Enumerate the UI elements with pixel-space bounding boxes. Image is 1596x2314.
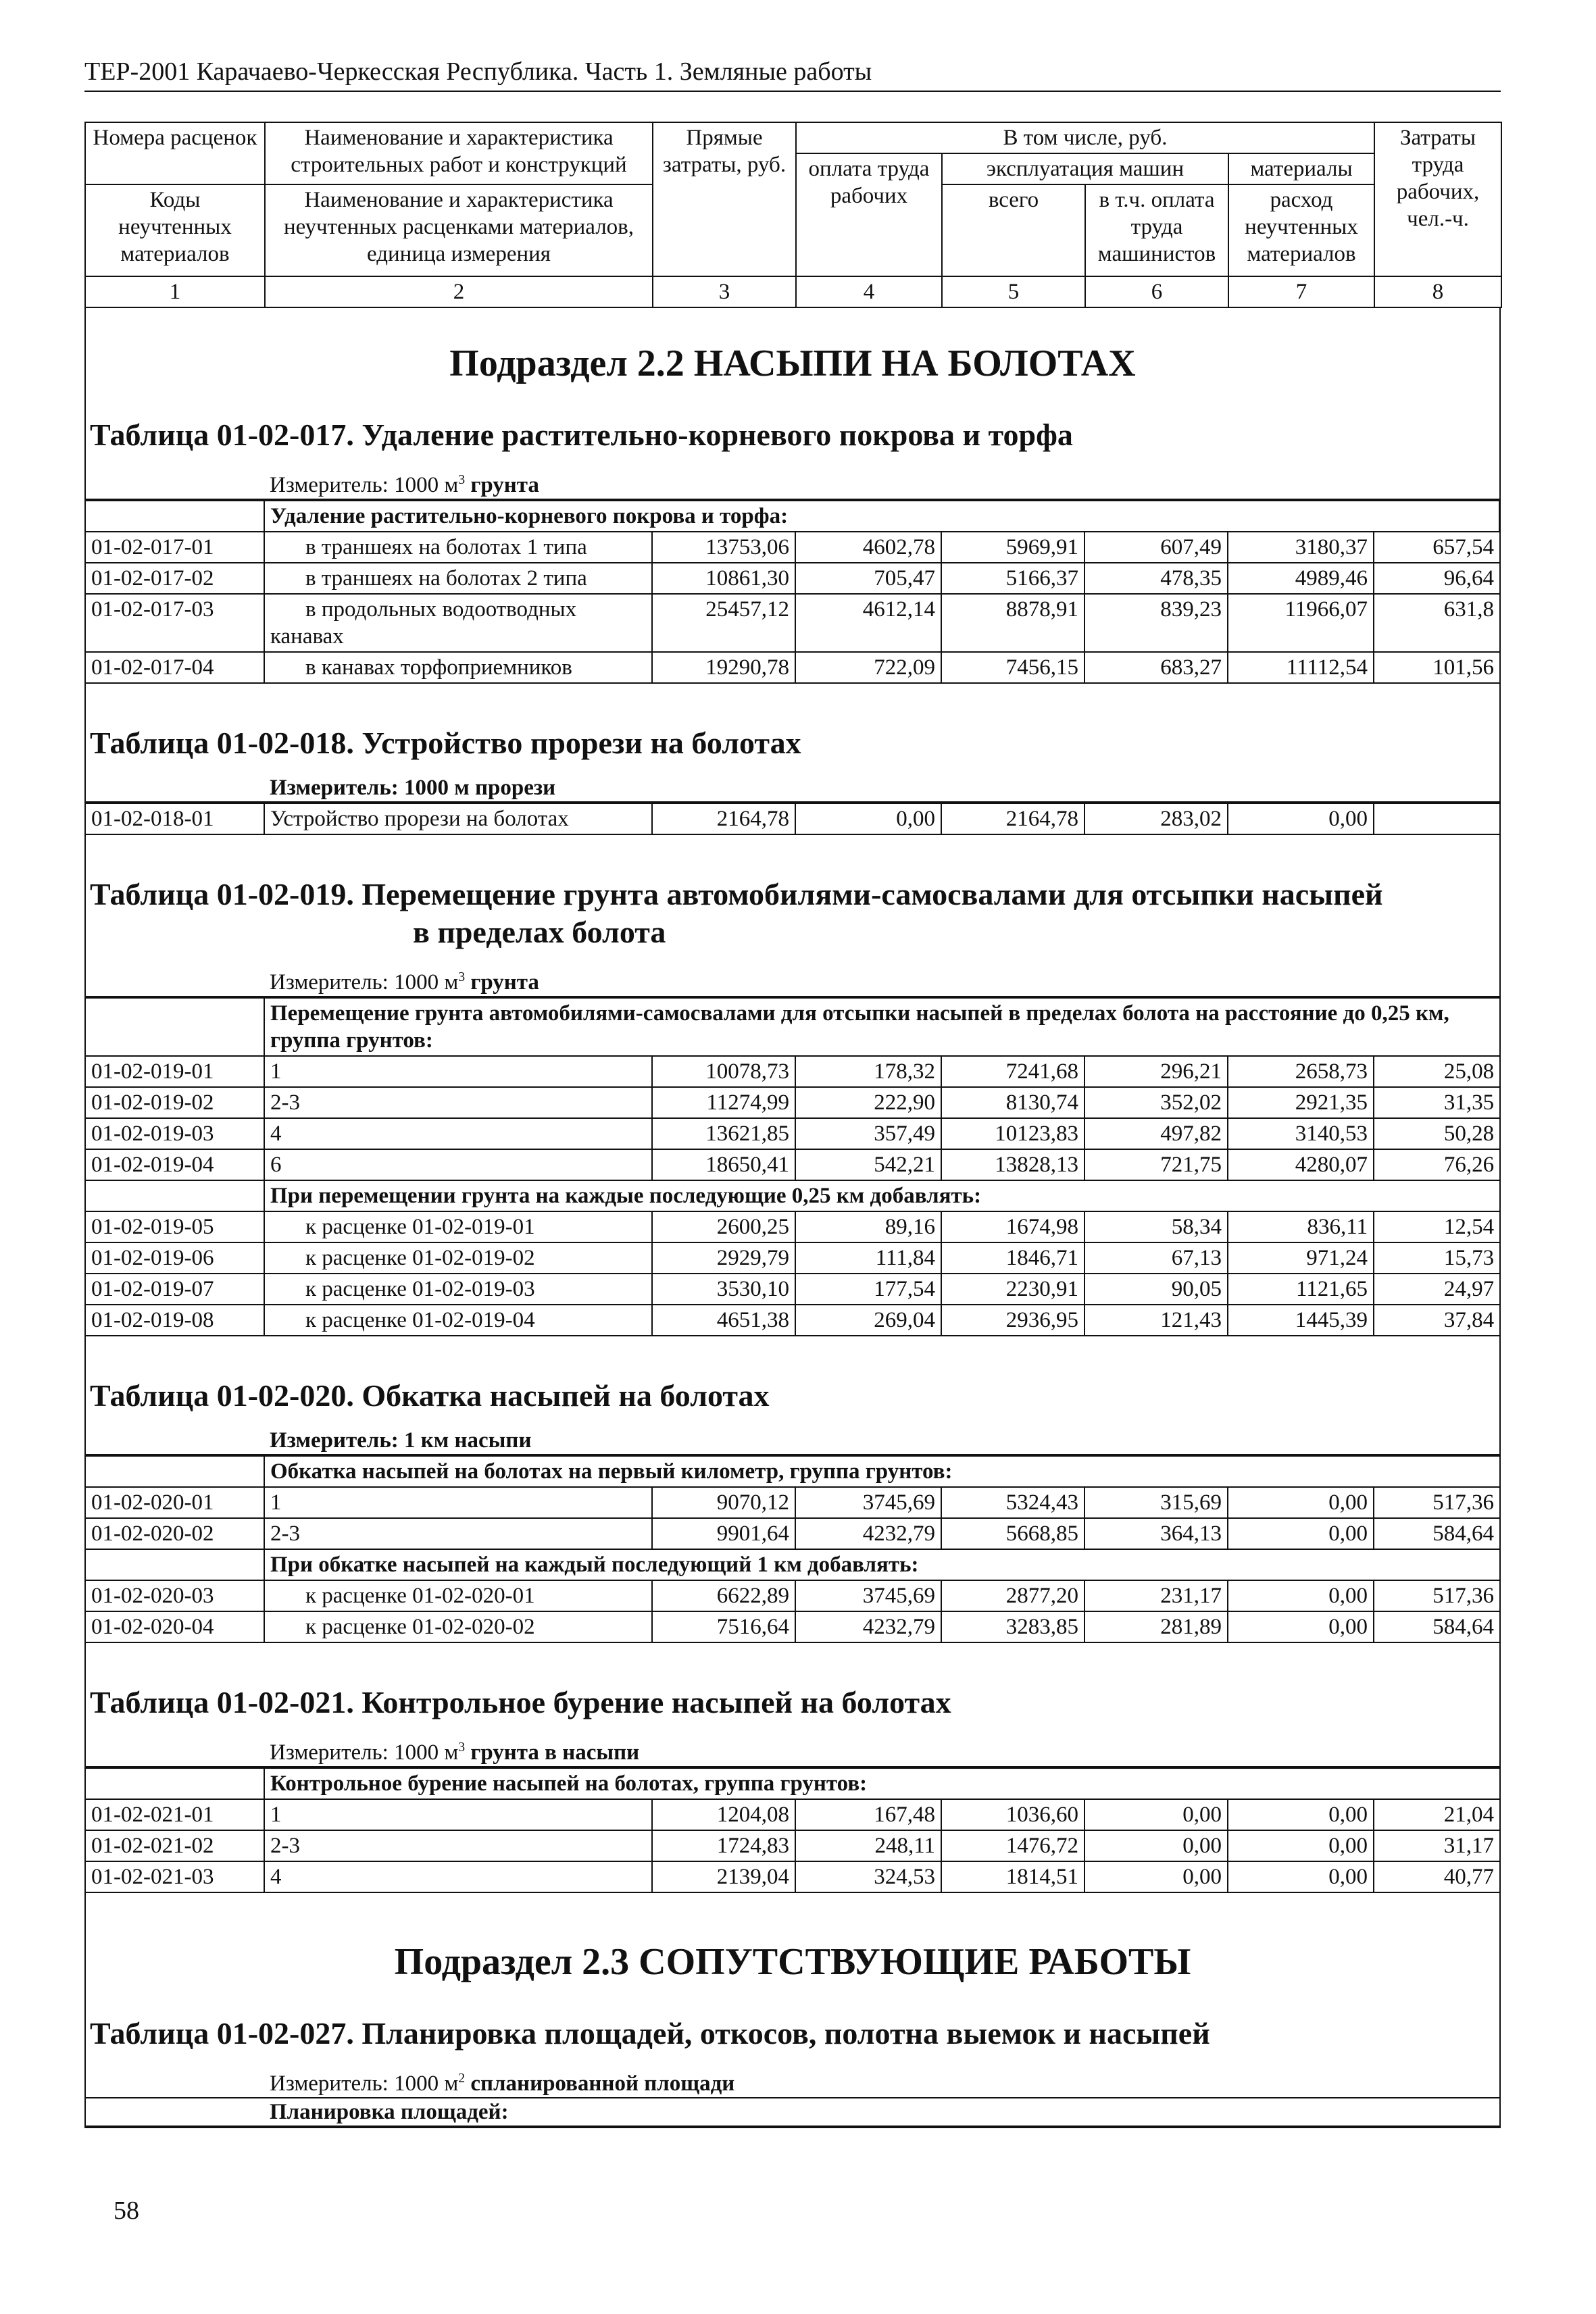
header-machinist-pay: в т.ч. оплата труда машинистов xyxy=(1085,184,1228,276)
header-materials-usage: расход неучтенных материалов xyxy=(1228,184,1374,276)
table-row: 01-02-019-05 к расценке 01-02-019-01 2600,25 89,16 1674,98 58,34 836,11 12,54 xyxy=(86,1211,1499,1242)
table-row: 01-02-019-08 к расценке 01-02-019-04 4651,38 269,04 2936,95 121,43 1445,39 37,84 xyxy=(86,1305,1499,1336)
table-row: 01-02-019-02 2-3 11274,99 222,90 8130,74 352,02 2921,35 31,35 xyxy=(86,1087,1499,1118)
header-machines: эксплуатация машин xyxy=(942,153,1228,184)
subsection-heading: Подраздел 2.3 СОПУТСТВУЮЩИЕ РАБОТЫ xyxy=(394,1941,1191,1983)
group-label: При обкатке насыпей на каждый последующий 1 км добавлять: xyxy=(264,1549,1499,1580)
header-material-names: Наименование и характеристика неучтенных расценками материалов, единица измерения xyxy=(265,184,653,276)
table-title: Таблица 01-02-017. Удаление растительно-корневого покрова и торфа xyxy=(90,418,1073,452)
col-index: 1 xyxy=(85,276,265,307)
header-materials: материалы xyxy=(1228,153,1374,184)
measure-unit: Измеритель: 1000 $м^3$ грунта в насыпи xyxy=(86,1734,1499,1767)
table-title: Таблица 01-02-019. Перемещение грунта автомобилями-самосвалами для отсыпки насыпей в пределах болота xyxy=(90,877,1383,949)
table-row: 01-02-018-01 Устройство прорези на болотах 2164,78 0,00 2164,78 283,02 0,00 xyxy=(86,803,1499,834)
col-index: 2 xyxy=(265,276,653,307)
column-index-row xyxy=(84,276,1502,308)
col-index: 5 xyxy=(942,276,1085,307)
column-header xyxy=(84,122,1502,277)
group-label: Планировка площадей: xyxy=(86,2098,1499,2127)
rates-table-018 xyxy=(86,803,1499,835)
group-label: Контрольное бурение насыпей на болотах, группа грунтов: xyxy=(264,1768,1499,1799)
header-in-total: В том числе, руб. xyxy=(796,122,1374,153)
table-row: 01-02-020-03 к расценке 01-02-020-01 6622,89 3745,69 2877,20 231,17 0,00 517,36 xyxy=(86,1580,1499,1611)
table-row: 01-02-019-07 к расценке 01-02-019-03 3530,10 177,54 2230,91 90,05 1121,65 24,97 xyxy=(86,1274,1499,1305)
subsection-heading: Подраздел 2.2 НАСЫПИ НА БОЛОТАХ xyxy=(449,343,1136,384)
table-row: 01-02-019-06 к расценке 01-02-019-02 2929,79 111,84 1846,71 67,13 971,24 15,73 xyxy=(86,1242,1499,1274)
rates-table-021 xyxy=(86,1767,1499,1893)
group-label: Удаление растительно-корневого покрова и торфа: xyxy=(264,501,1499,532)
table-row: 01-02-021-01 1 1204,08 167,48 1036,60 0,00 0,00 21,04 xyxy=(86,1799,1499,1830)
group-label: Перемещение грунта автомобилями-самосвалами для отсыпки насыпей в пределах болота на расстояние до 0,25 км, группа грунтов: xyxy=(264,998,1499,1056)
price-table-frame xyxy=(84,122,1501,2128)
measure-unit: Измеритель: 1 км насыпи xyxy=(86,1427,1499,1455)
table-row: 01-02-017-03 в продольных водоотводных канавах 25457,12 4612,14 8878,91 839,23 11966,07 631,8 xyxy=(86,594,1499,652)
col-index: 6 xyxy=(1085,276,1228,307)
measure-unit: Измеритель: 1000 $м^3$ грунта xyxy=(86,963,1499,997)
table-row: 01-02-021-02 2-3 1724,83 248,11 1476,72 0,00 0,00 31,17 xyxy=(86,1830,1499,1861)
col-index: 3 xyxy=(653,276,796,307)
measure-unit: Измеритель: 1000 $м^2$ спланированной площади xyxy=(86,2065,1499,2098)
table-row: 01-02-019-03 4 13621,85 357,49 10123,83 497,82 3140,53 50,28 xyxy=(86,1118,1499,1149)
rates-table-017 xyxy=(86,500,1500,684)
table-row: 01-02-019-01 1 10078,73 178,32 7241,68 296,21 2658,73 25,08 xyxy=(86,1056,1499,1087)
table-row: 01-02-020-01 1 9070,12 3745,69 5324,43 315,69 0,00 517,36 xyxy=(86,1487,1499,1518)
header-work-name: Наименование и характеристика строительных работ и конструкций xyxy=(265,122,653,184)
header-labor-cost: Затраты труда рабочих, чел.-ч. xyxy=(1374,122,1501,276)
page-number: 58 xyxy=(114,2196,139,2225)
group-label: При перемещении грунта на каждые последующие 0,25 км добавлять: xyxy=(264,1180,1499,1211)
table-title: Таблица 01-02-020. Обкатка насыпей на болотах xyxy=(90,1378,770,1413)
group-label: Обкатка насыпей на болотах на первый километр, группа грунтов: xyxy=(264,1456,1499,1487)
header-rate-numbers: Номера расценок xyxy=(85,122,265,184)
table-title: Таблица 01-02-018. Устройство прорези на болотах xyxy=(90,726,801,760)
running-head: ТЕР-2001 Карачаево-Черкесская Республика. Часть 1. Земляные работы xyxy=(84,57,1501,92)
header-direct-costs: Прямые затраты, руб. xyxy=(653,122,796,276)
header-machines-total: всего xyxy=(942,184,1085,276)
rates-table-019 xyxy=(86,997,1499,1336)
document-body xyxy=(84,308,1501,2128)
header-labor-pay: оплата труда рабочих xyxy=(796,153,942,276)
rates-table-020 xyxy=(86,1455,1499,1643)
table-row: 01-02-017-02 в траншеях на болотах 2 типа 10861,30 705,47 5166,37 478,35 4989,46 96,64 xyxy=(86,563,1499,594)
table-row: 01-02-020-02 2-3 9901,64 4232,79 5668,85 364,13 0,00 584,64 xyxy=(86,1518,1499,1549)
table-title: Таблица 01-02-027. Планировка площадей, откосов, полотна выемок и насыпей xyxy=(90,2016,1210,2051)
table-row: 01-02-019-04 6 18650,41 542,21 13828,13 721,75 4280,07 76,26 xyxy=(86,1149,1499,1180)
table-row: 01-02-021-03 4 2139,04 324,53 1814,51 0,00 0,00 40,77 xyxy=(86,1861,1499,1892)
col-index: 7 xyxy=(1228,276,1374,307)
table-row: 01-02-020-04 к расценке 01-02-020-02 7516,64 4232,79 3283,85 281,89 0,00 584,64 xyxy=(86,1611,1499,1642)
table-row: 01-02-017-01 в траншеях на болотах 1 типа 13753,06 4602,78 5969,91 607,49 3180,37 657,54 xyxy=(86,532,1499,563)
table-title: Таблица 01-02-021. Контрольное бурение насыпей на болотах xyxy=(90,1685,951,1719)
measure-unit: Измеритель: 1000 м прорези xyxy=(86,774,1499,803)
table-row: 01-02-017-04 в канавах торфоприемников 19290,78 722,09 7456,15 683,27 11112,54 101,56 xyxy=(86,652,1499,683)
col-index: 4 xyxy=(796,276,942,307)
measure-unit: Измеритель: 1000 $м^3$ грунта xyxy=(86,466,1499,500)
header-material-codes: Коды неучтенных материалов xyxy=(85,184,265,276)
col-index: 8 xyxy=(1374,276,1501,307)
